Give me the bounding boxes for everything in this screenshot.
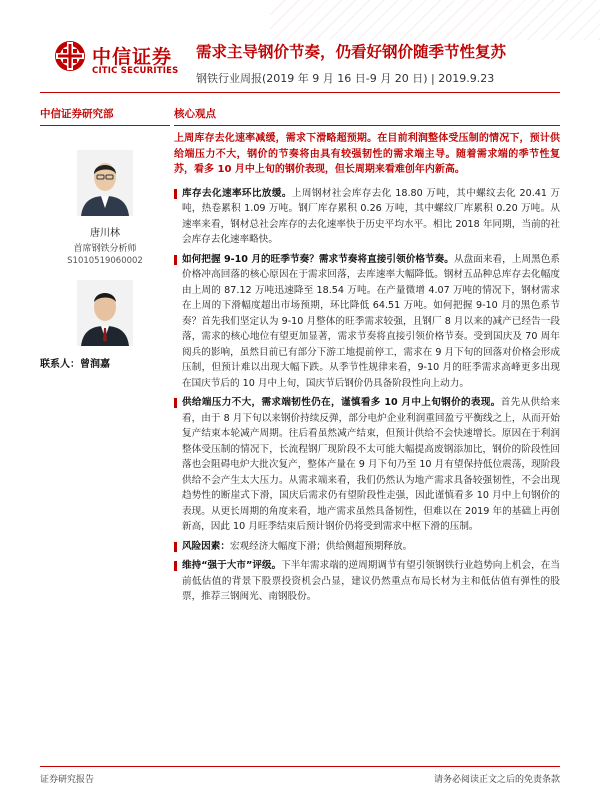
bullet-text: 上周钢材社会库存去化 18.80 万吨，其中螺纹去化 20.41 万吨，热卷累积 1.09 万吨。钢厂库存累积 0.26 万吨，其中螺纹厂库累积 0.20 万吨。从速率来看，钢材总社会库存的去化速率快于历史平均水平。相比 2018 年同期，当前的社会库存去化速率略快。 <box>182 187 560 245</box>
bullet-point <box>174 539 560 555</box>
citic-logo-icon <box>54 40 86 72</box>
bullet-point <box>174 252 560 392</box>
bullet-lead: 维持“强于大市”评级。 <box>182 560 282 571</box>
sidebar <box>40 106 170 370</box>
bullet-text: 下半年需求端的逆周期调节有望引领钢铁行业趋势向上机会，在当前低估值的背景下股票投资机会凸显，建议仍然重点布局长材为主和低估值有弹性的股票，推荐三钢闽光、南钢股份。 <box>182 560 560 602</box>
research-institute-label: 中信证券研究部 <box>40 106 170 126</box>
bullet-point <box>174 186 560 248</box>
header-watermark-pattern <box>270 0 600 40</box>
contact-line <box>40 355 170 370</box>
bullet-lead: 如何把握 9-10 月的旺季节奏？需求节奏将直接引领价格节奏。 <box>182 253 454 265</box>
header-divider <box>40 92 560 93</box>
bullet-text: 从盘面来看，上周黑色系价格冲高回落的核心原因在于需求回落，去库速率大幅降低。钢材五品种总库存去化幅度由上周的 87.12 万吨迅速降至 18.54 万吨。在产量微增 4.07 万吨的情况下，钢材需求在上周的下滑幅度超出市场预期，环比降低 64.51 万吨。如何把握 9-10 月的黑色系节奏？首先我们坚定认为 9-10 月整体的旺季需求较强，且钢厂 8 月以来的减产已经告一段落，需求的核心地位有望更加显著，需求节奏将直接引领价格节奏。受到国庆及 70 周年阅兵的影响，虽然目前已有部分下游工地提前停工，需求在 9 月下旬的回落对价格会形成压制，但预计难以出现大幅下跌。从季节性规律来看，9-10 月的旺季需求高峰更多出现在国庆节后的 10 月中上旬，国庆节后钢价仍具备阶段性向上动力。 <box>182 253 561 389</box>
contact-name: 曾润嘉 <box>80 359 110 370</box>
bullet-lead: 供给端压力不大，需求端韧性仍在，谨慎看多 10 月中上旬钢价的表现。 <box>182 397 501 408</box>
logo-english-text: CITIC SECURITIES <box>92 66 179 76</box>
analyst-title: 首席钢铁分析师 <box>73 244 137 254</box>
contact-label: 联系人： <box>40 359 80 370</box>
footer-divider <box>40 766 560 767</box>
core-viewpoint-heading: 核心观点 <box>174 106 560 126</box>
report-subtitle: 钢铁行业周报(2019 年 9 月 16 日-9 月 20 日) | 2019.9.23 <box>196 72 495 85</box>
footer-disclaimer-note: 请务必阅读正文之后的免责条款 <box>433 775 560 785</box>
footer-report-type: 证券研究报告 <box>40 775 95 785</box>
logo-chinese-text: 中信证券 <box>92 46 173 68</box>
summary-paragraph: 上周库存去化速率减缓，需求下滑略超预期。在目前利润整体受压制的情况下，预计供给端压力不大，钢价的节奏将由具有较强韧性的需求端主导。随着需求端的季节性复苏，看多 10 月中上旬的钢价表现，但长周期来看难创年内新高。 <box>174 133 560 175</box>
analyst-license-id: S1010519060002 <box>67 256 143 266</box>
report-title: 需求主导钢价节奏，仍看好钢价随季节性复苏 <box>196 43 507 61</box>
analyst-card <box>40 150 170 266</box>
contact-photo-icon <box>77 280 133 346</box>
bullet-text: 宏观经济大幅度下滑；供给侧超预期释放。 <box>229 540 413 552</box>
main-content <box>174 106 560 605</box>
bullet-text: 首先从供给来看，由于 8 月下旬以来钢价持续反弹，部分电炉企业利润重回盈亏平衡线之上，从而开始复产结束本轮减产周期。往后看虽然减产结束，但预计供给不会快速增长。原因在于利润整体受压制的情况下，长流程钢厂现阶段不太可能大幅提高废钢添加比，钢价的阶段性回落也会阻碍电炉大批次复产，整体产量在 9 月下旬乃至 10 月有望保持低位震荡，现阶段供给不会产生太大压力。从需求端来看，我们仍然认为地产需求具备较强韧性，不会出现趋势性的断崖式下滑，国庆后需求仍有望阶段性走强，因此谨慎看多 10 月中上旬钢价的表现。从更长周期的角度来看，地产需求虽然具备韧性，但难以在 2019 年的基础上再创新高，因此 10 月旺季结束后预计钢价仍将受到需求中枢下滑的压制。 <box>182 397 560 532</box>
contact-card <box>40 280 170 370</box>
report-header <box>0 0 600 100</box>
bullet-lead: 风险因素： <box>182 540 230 552</box>
bullet-point <box>174 558 560 605</box>
bullet-lead: 库存去化速率环比放缓。 <box>182 187 292 199</box>
analyst-name: 唐川林 <box>90 228 120 239</box>
analyst-photo-icon <box>77 150 133 216</box>
bullet-point <box>174 395 560 535</box>
